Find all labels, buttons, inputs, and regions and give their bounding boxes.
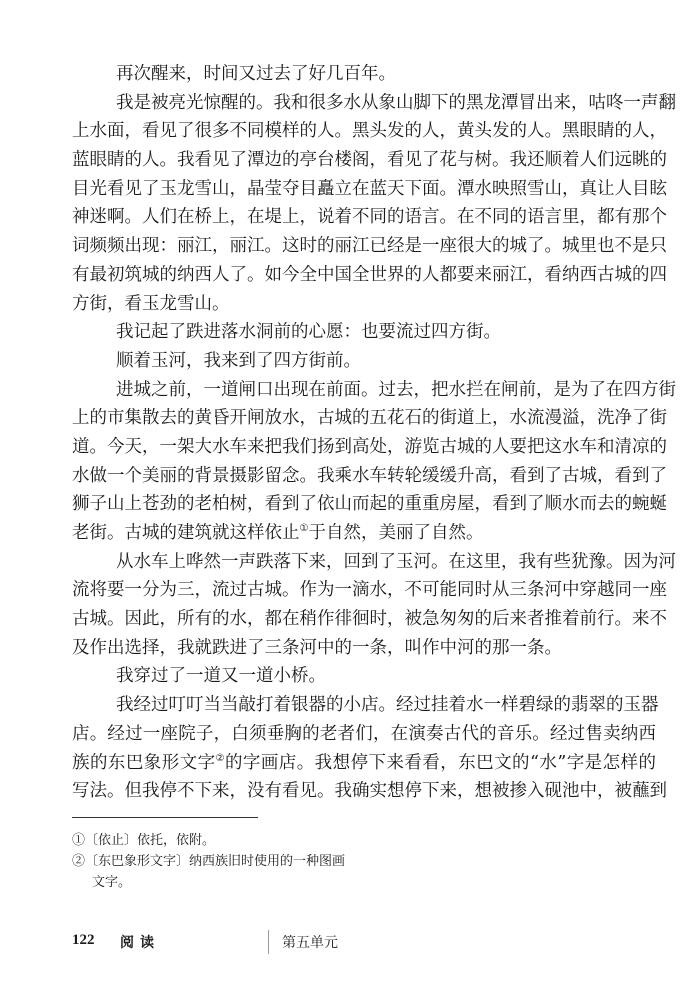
line-text: 及作出选择，我就跌进了三条河中的一条，叫作中河的那一条。 [72, 637, 562, 658]
footnote-2-continued: 文字。 [92, 875, 132, 890]
text-line [72, 60, 656, 89]
paragraph [72, 347, 656, 376]
footnote-marker: ② [215, 752, 225, 764]
text-line [72, 433, 667, 462]
text-line [72, 605, 667, 634]
line-text: 再次醒来，时间又过去了好几百年。 [116, 64, 396, 84]
page-number: 122 [72, 932, 95, 948]
line-text: 流将要一分为三，流过古城。作为一滴水，不可能同时从三条河中穿越同一座 [72, 580, 667, 601]
text-line [72, 89, 676, 118]
line-text: 上的市集散去的黄昏开闸放水，古城的五花石的街道上，水流漫溢，洗净了街 [72, 408, 667, 429]
text-line [72, 146, 667, 175]
paragraph [72, 376, 676, 548]
line-text: 我穿过了一道又一道小桥。 [116, 666, 326, 687]
page-footer [72, 932, 372, 952]
text-line [72, 777, 667, 806]
line-text: 进城之前，一道闸口出现在前面。过去，把水拦在闸前，是为了在四方街 [116, 379, 676, 400]
line-text: 老街。古城的建筑就这样依止 [72, 523, 300, 543]
section-label: 阅读 [120, 935, 160, 951]
text-line [72, 720, 656, 749]
paragraph [72, 318, 656, 347]
line-text: 的字画店。我想停下来看看，东巴文的“水”字是怎样的 [224, 752, 656, 773]
footnote-marker: ① [299, 523, 309, 534]
paragraph [72, 548, 676, 663]
text-line [72, 117, 667, 146]
text-line [72, 175, 667, 204]
line-text: 神迷啊。人们在桥上，在堤上，说着不同的语言。在不同的语言里，都有那个 [72, 207, 667, 228]
paragraph [72, 662, 656, 691]
footnote-2: ②〔东巴象形文字〕纳西族旧时使用的一种图画 [72, 854, 346, 869]
paragraph [72, 89, 676, 319]
line-text: 有最初筑城的纳西人了。如今全中国全世界的人都要来丽江，看纳西古城的四 [72, 264, 667, 285]
line-text: 我经过叮叮当当敲打着银器的小店。经过挂着水一样碧绿的翡翠的玉器 [116, 695, 659, 716]
text-line [72, 662, 656, 691]
text-line [72, 576, 667, 605]
line-text: 写法。但我停不下来，没有看见。我确实想停下来，想被掺入砚池中，被蘸到 [72, 781, 667, 802]
text-line [72, 347, 656, 376]
paragraph [72, 60, 656, 89]
line-text: 于自然，美丽了自然。 [308, 523, 484, 543]
text-line [72, 318, 656, 347]
line-text: 上水面，看见了很多不同模样的人。黑头发的人，黄头发的人。黑眼睛的人， [72, 121, 667, 142]
text-line [72, 548, 676, 577]
text-line [72, 203, 667, 232]
line-text: 方街，看玉龙雪山。 [72, 293, 230, 314]
text-line [72, 749, 656, 778]
line-text: 古城。因此，所有的水，都在稍作徘徊时，被急匆匆的后来者推着前行。来不 [72, 609, 667, 630]
unit-label: 第五单元 [282, 935, 338, 951]
text-line [72, 232, 667, 261]
line-text: 我是被亮光惊醒的。我和很多水从象山脚下的黑龙潭冒出来，咕咚一声翻 [116, 92, 676, 113]
text-line [72, 462, 667, 491]
text-line [72, 290, 656, 319]
footnote-divider [72, 817, 258, 818]
footnote-1: ①〔依止〕依托，依附。 [72, 833, 216, 848]
text-line [72, 634, 656, 663]
line-text: 狮子山上苍劲的老柏树，看到了依山而起的重重房屋，看到了顺水而去的蜿蜒 [72, 494, 667, 515]
footnotes [72, 830, 372, 893]
footer-divider [268, 930, 269, 954]
line-text: 目光看见了玉龙雪山，晶莹夺目矗立在蓝天下面。潭水映照雪山，真让人目眩 [72, 178, 667, 199]
text-line [72, 376, 676, 405]
line-text: 店。经过一座院子，白须垂胸的老者们，在演奏古代的音乐。经过售卖纳西 [72, 723, 656, 744]
body-text [72, 60, 676, 806]
text-line [72, 404, 667, 433]
line-text: 从水车上哗然一声跌落下来，回到了玉河。在这里，我有些犹豫。因为河 [116, 551, 676, 572]
paragraph [72, 691, 667, 806]
line-text: 水做一个美丽的背景摄影留念。我乘水车转轮缓缓升高，看到了古城，看到了 [72, 465, 667, 486]
text-line [72, 261, 667, 290]
line-text: 顺着玉河，我来到了四方街前。 [116, 350, 361, 371]
text-line [72, 691, 659, 720]
line-text: 族的东巴象形文字 [72, 752, 216, 773]
text-line [72, 490, 667, 519]
line-text: 词频频出现：丽江，丽江。这时的丽江已经是一座很大的城了。城里也不是只 [72, 236, 667, 257]
line-text: 我记起了跌进落水洞前的心愿：也要流过四方街。 [116, 322, 501, 343]
line-text: 蓝眼睛的人。我看见了潭边的亭台楼阁，看见了花与树。我还顺着人们远眺的 [72, 150, 667, 171]
line-text: 道。今天，一架大水车来把我们扬到高处，游览古城的人要把这水车和清凉的 [72, 436, 667, 457]
text-line [72, 519, 656, 548]
